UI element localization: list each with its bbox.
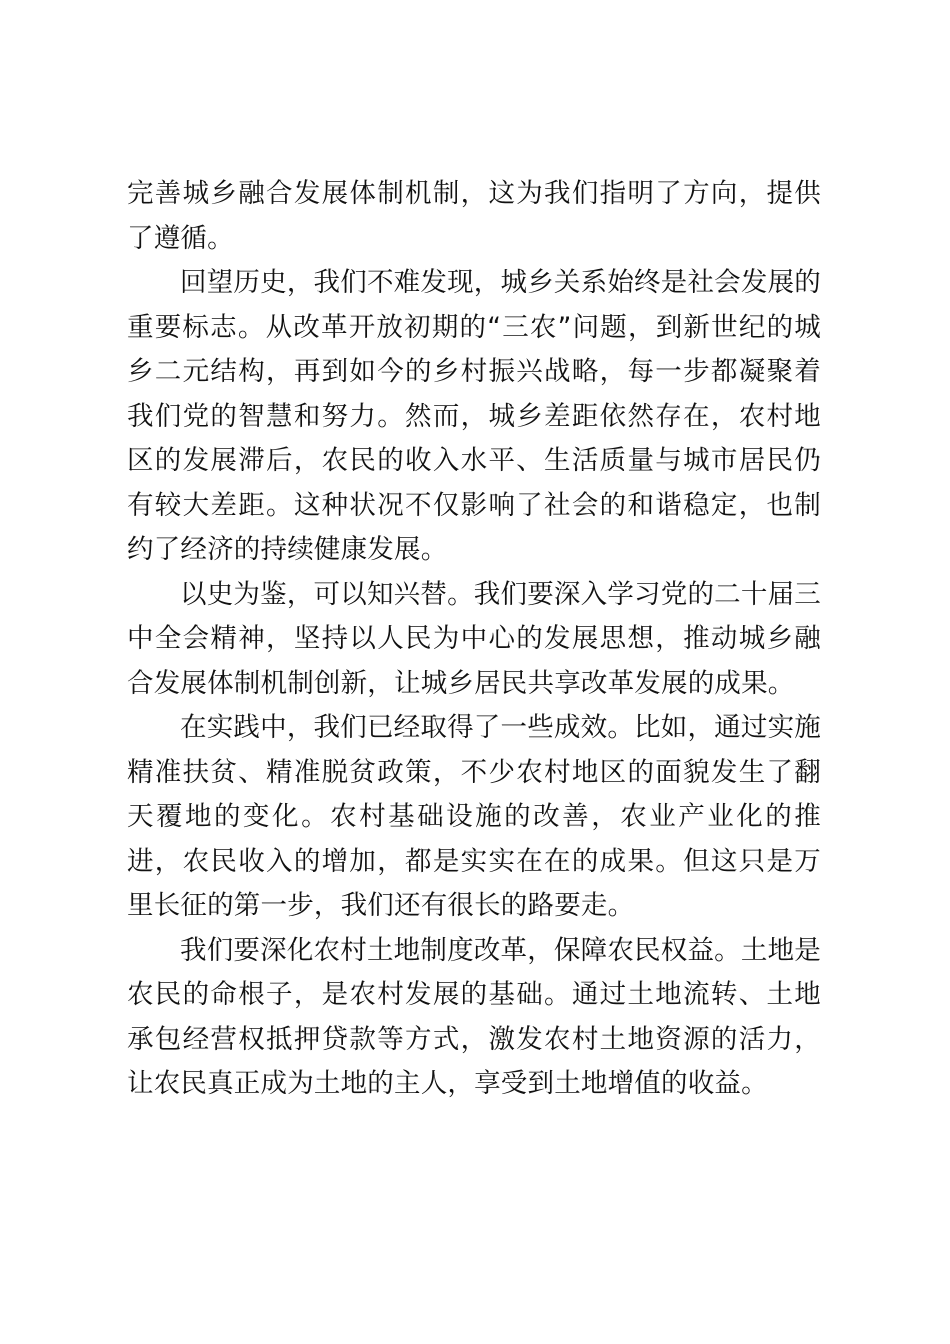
paragraph-history: 回望历史，我们不难发现，城乡关系始终是社会发展的重要标志。从改革开放初期的“三农”问题，到新世纪的城乡二元结构，再到如今的乡村振兴战略，每一步都凝聚着我们党的智慧和努力。然而，城乡差距依然存在，农村地区的发展滞后，农民的收入水平、生活质量与城市居民仍有较大差距。这种状况不仅影响了社会的和谐稳定，也制约了经济的持续健康发展。 [127,267,821,565]
paragraph-continuation: 完善城乡融合发展体制机制，这为我们指明了方向，提供了遵循。 [127,178,821,254]
paragraph-practice: 在实践中，我们已经取得了一些成效。比如，通过实施精准扶贫、精准脱贫政策，不少农村地区的面貌发生了翻天覆地的变化。农村基础设施的改善，农业产业化的推进，农民收入的增加，都是实实在在的成果。但这只是万里长征的第一步，我们还有很长的路要走。 [127,712,821,921]
paragraph-land-reform: 我们要深化农村土地制度改革，保障农民权益。土地是农民的命根子，是农村发展的基础。通过土地流转、土地承包经营权抵押贷款等方式，激发农村土地资源的活力，让农民真正成为土地的主人，享受到土地增值的收益。 [127,934,821,1099]
paragraph-lesson: 以史为鉴，可以知兴替。我们要深入学习党的二十届三中全会精神，坚持以人民为中心的发展思想，推动城乡融合发展体制机制创新，让城乡居民共享改革发展的成果。 [127,578,821,699]
document-body [127,172,821,1107]
